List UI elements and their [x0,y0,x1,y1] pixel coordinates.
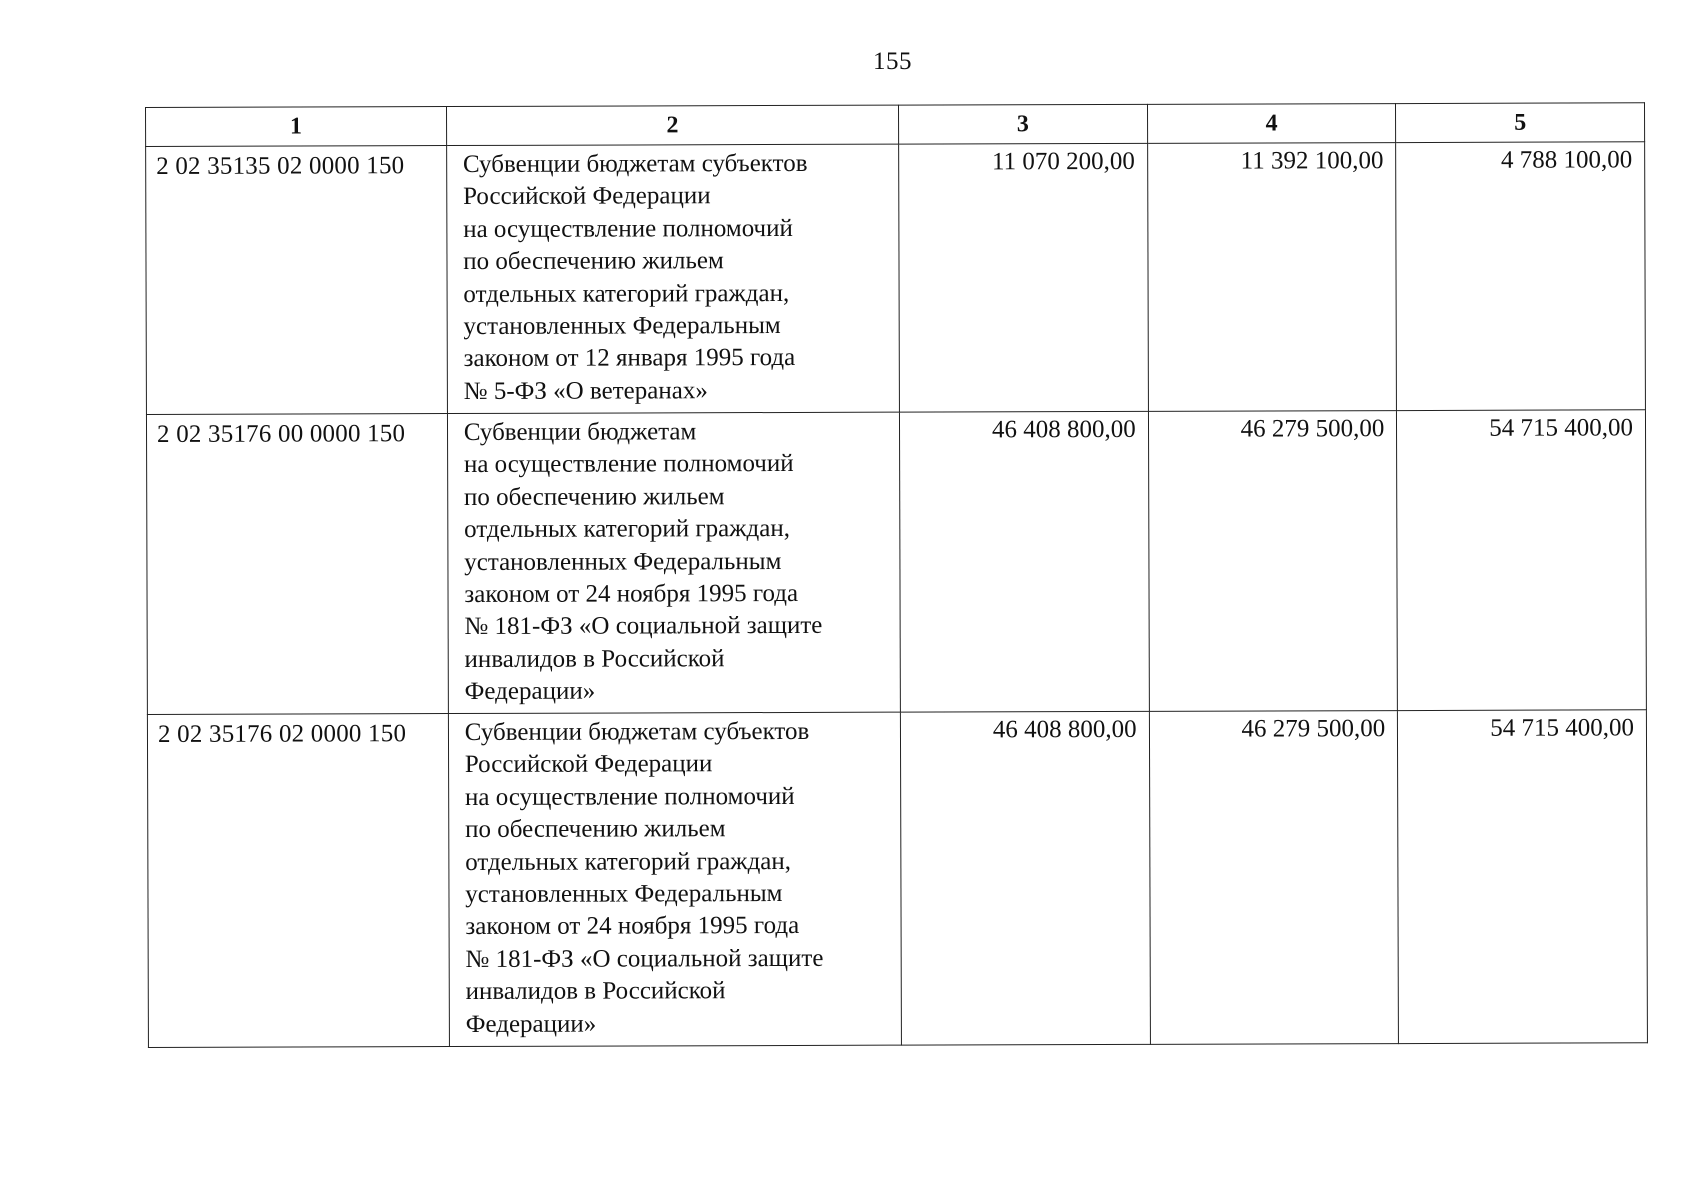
amount-col4-cell: 11 392 100,00 [1147,143,1396,412]
amount-col4-cell: 46 279 500,00 [1148,411,1398,712]
column-header-3: 3 [898,104,1147,144]
budget-table [145,102,1648,1048]
budget-code-cell: 2 02 35135 02 0000 150 [146,146,448,415]
amount-col4-cell: 46 279 500,00 [1149,711,1399,1045]
amount-col5-cell: 54 715 400,00 [1397,410,1647,711]
page-number: 155 [873,48,912,75]
amount-col3-cell: 46 408 800,00 [899,411,1149,712]
table-row [146,410,1646,715]
column-header-4: 4 [1147,104,1396,144]
amount-col3-cell: 11 070 200,00 [899,143,1148,412]
column-header-1: 1 [146,107,447,147]
amount-col5-cell: 4 788 100,00 [1396,142,1646,411]
description-cell: Субвенции бюджетам на осуществление полномочий по обеспечению жильем отдельных категорий граждан, установленных Федеральным законом от 24 ноября 1995 года № 181-ФЗ «О социальной защите инвалидов в Российской Федерации» [447,412,900,713]
budget-code-cell: 2 02 35176 00 0000 150 [146,414,448,715]
table-header-row [146,103,1645,147]
column-header-5: 5 [1396,103,1645,143]
description-cell: Субвенции бюджетам субъектов Российской Федерации на осуществление полномочий по обеспечению жильем отдельных категорий граждан, установленных Федеральным законом от 24 ноября 1995 года № 181-ФЗ «О социальной защите инвалидов в Российской Федерации» [448,712,901,1046]
amount-col3-cell: 46 408 800,00 [900,711,1150,1045]
budget-code-cell: 2 02 35176 02 0000 150 [147,714,449,1048]
table-row [146,142,1646,415]
table-row [147,710,1647,1048]
amount-col5-cell: 54 715 400,00 [1398,710,1648,1044]
description-cell: Субвенции бюджетам субъектов Российской Федерации на осуществление полномочий по обеспечению жильем отдельных категорий граждан, установленных Федеральным законом от 12 января 1995 года № 5-ФЗ «О ветеранах» [446,144,899,413]
column-header-2: 2 [446,105,898,145]
